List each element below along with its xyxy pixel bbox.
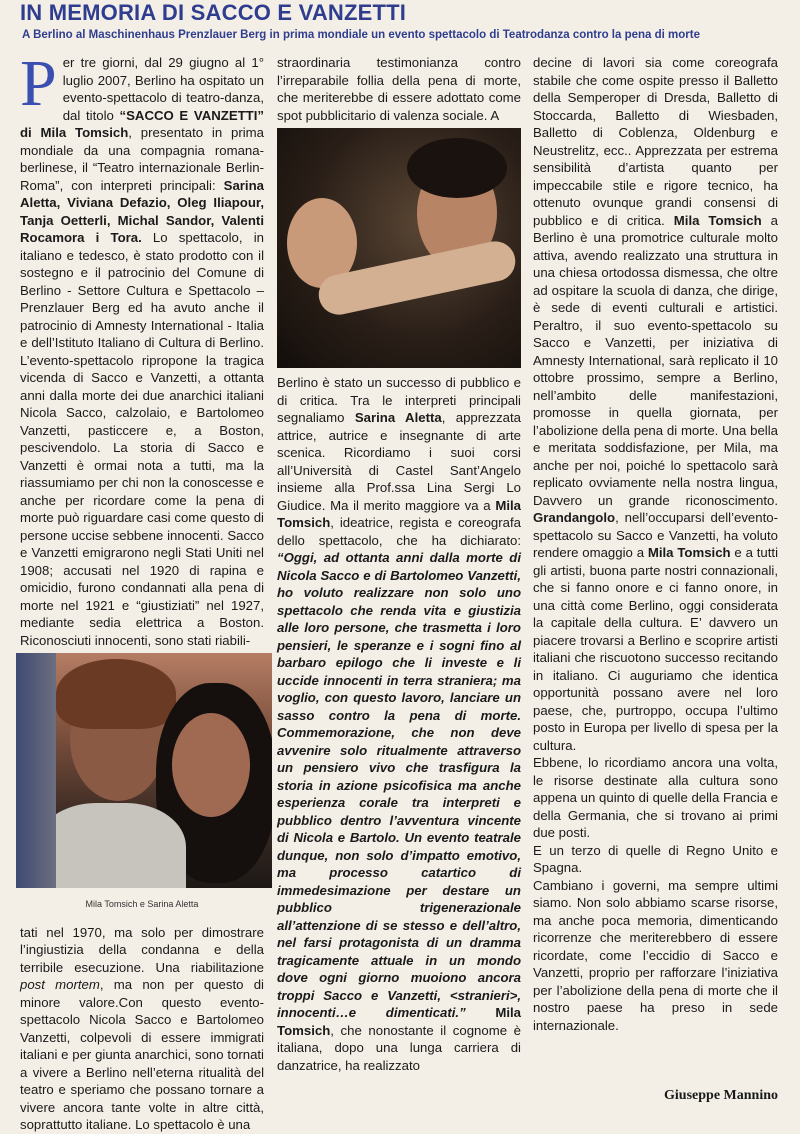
author-signature: Giuseppe Mannino [664,1088,778,1103]
name-highlight: Mila Tomsich [277,1005,522,1038]
text-run: , presentato in prima mondiale da una compagnia romana-berlinese, il “Teatro internazionale Berlin-Roma”, con interpreti principali: [20,125,264,193]
photo-dancers [277,128,521,368]
text-run: e a tutti gli artisti, buona parte nostri connazionali, che si fanno onore e ci fanno onore, in una città come Berlino, oggi considerata la capitale della cultura. E’ davvero un piacere trovarsi a Berlino e scoprire artisti italiani che riscuotono successo recitando in italiano. Ci auguriamo che identica opportunità possano avere nel loro paese, che, purtroppo, occupa l’ultimo posto in Europa per livello di spesa per la cultura. [533,545,778,753]
name-highlight: Mila Tomsich [673,212,762,228]
paragraph [20,924,264,1134]
hair-shape [407,138,507,198]
background-shape [16,653,56,888]
paragraph [20,47,264,649]
text-run: , che nonostante il cognome è italiana, dopo una lunga carriera di danzatrice, ha realizzato [277,1022,521,1073]
hair-shape [56,659,176,729]
column-1 [20,47,264,1134]
face-shape [172,713,250,817]
paragraph: Cambiano i governi, ma sempre ultimi siamo. Non solo abbiamo scarse risorse, ma anche poca memoria, dimenticando ricorrenze che meriterebbero di essere ricordate, come l’eccidio di Sacco e Vanzetti, proprio per rafforzare l’iniziativa per l’abolizione della pena di morte che il nostro paese ha preso in sede internazionale. [533,877,778,1033]
name-highlight: Mila Tomsich [647,545,731,560]
drop-cap: P [20,47,57,120]
text-run: , apprezzata attrice, autrice e insegnante di arte scenica. Ricordiamo i suoi corsi all’Università di Castel Sant’Angelo insieme alla Prof.ssa Lina Sergi Lo Giudice. Ma il merito maggiore va a [277,410,522,513]
cast-names: Sarina Aletta, Viviana Defazio, Oleg Iliapour, Tanja Oetterli, Michal Sandor, Valenti Rocamora i Tora. [20,177,264,245]
quote: “Oggi, ad ottanta anni dalla morte di Nicola Sacco e di Bartolomeo Vanzetti, ho voluto realizzare non solo uno spettacolo che renda vita e giustizia alle loro persone, che trasmetta i loro pensieri, le speranze e i sogni fino al barbaro epilogo che li investe e li uccide innocenti in terra straniera; ma voglio, con questo lavoro, lanciare un sasso contro la pena di morte. Commemorazione, che non deve avvenire solo ritualmente attraverso un pensiero vivo che trasfigura la storia in azione psicofisica ma anche esperienza corale tra interpreti e pubblico dentro l’avventura vincente di Nicola e Bartolo. Un evento teatrale dunque, non solo d’impatto emotivo, ma processo catartico di immedesimazione per destare un pubblico trigenerazionale all’attenzione di se stesso e dell’altro, nel farsi protagonista di un dramma tragicamente attuale in un mondo dove ogni giorno muoiono ancora troppi Sacco e Vanzetti, <stranieri>, innocenti…e dimenticati.” [277,550,521,1020]
text-run: post mortem [20,977,100,992]
text-run: a Berlino è una promotrice culturale molto attiva, avendo realizzato una struttura in una chiesa ortodossa dismessa, che oltre ad ospitare la scuola di danza, che dirige, è sede di eventi culturali e artistici. Peraltro, il suo evento-spettacolo su Sacco e Vanzetti, per iniziativa di Amnesty International, sarà replicato il 10 ottobre prossimo, sempre a Berlino, nell’ambito delle manifestazioni, promosse in quella giornata, per l’abolizione della pena di morte. Una bella e meritata soddisfazione, per Mila, ma anche per noi, poiché lo spettacolo sarà replicato ovviamente nella nostra lingua, Davvero un grande riconoscimento. [533,212,779,508]
show-title: “SACCO E VANZETTI” di Mila Tomsich [20,107,264,140]
text-run: decine di lavori sia come coreografa stabile che come ospite presso il Balletto della Semperoper di Dresda, Balletto di Stoccarda, Balletto di Wiesbaden, Balletto di Coblenza, Oldenburg e Neustrelitz, ecc.. Apprezzata per estrema sensibilità d’artista quanto per impeccabile stile e rigore tecnico, ha ottenuto ovunque grandi consensi di pubblico e di critica. [533,55,778,228]
column-2 [277,54,521,1074]
paragraph: Ebbene, lo ricordiamo ancora una volta, le risorse destinate alla cultura sono appena un quinto di quelle della Francia e della Germania, che si trovano ai primi due posti. [533,755,778,840]
article-title: IN MEMORIA DI SACCO E VANZETTI [20,0,407,25]
text-run: , ideatrice, regista e coreografa dello spettacolo, che ha dichiarato: [277,515,521,548]
text-run: er tre giorni, dal 29 giugno al 1° luglio 2007, Berlino ha ospitato un evento-spettacolo di teatro-danza, dal titolo [62,55,264,123]
name-highlight: Sarina Aletta [354,410,442,425]
article-subtitle: A Berlino al Maschinenhaus Prenzlauer Berg in prima mondiale un evento spettacolo di Teatrodanza contro la pena di morte [22,29,700,41]
paragraph: E un terzo di quelle di Regno Unito e Spagna. [533,842,778,875]
paragraph [533,54,778,754]
text-run: , nell’occuparsi dell’evento-spettacolo su Sacco e Vanzetti, ha voluto rendere omaggio a [533,510,778,560]
text-run: , ma non per questo di minore valore.Con questo evento-spettacolo Nicola Sacco e Bartolomeo Vanzetti, colpevoli di essere immigrati italiani e per giunta anarchici, sono tornati a vivere a Berlino nell’eterna ritualità del teatro e speriamo che possano tornare a vivere ancora tante volte in altre città, soprattutto italiane. Lo spettacolo è una [20,977,264,1132]
name-highlight: Mila Tomsich [277,497,521,530]
paragraph [277,374,521,1074]
paragraph: straordinaria testimonianza contro l’irreparabile follia della pena di morte, che meriterebbe di essere adottato come spot pubblicitario di valenza sociale. A [277,55,521,123]
photo-mila-sarina [16,653,272,888]
text-run: Lo spettacolo, in italiano e tedesco, è stato prodotto con il sostegno e il patrocinio del Comune di Berlino - Settore Cultura e Spettacolo – Prenzlauer Berg ed ha avuto anche il patrocinio di Amnesty International - Italia e dell’Istituto Italiano di Cultura di Berlino. L’evento-spettacolo ripropone la tragica vicenda di Sacco e Vanzetti, a ottanta anni dalla morte dei due anarchici italiani Nicola Sacco, calzolaio, e Bartolomeo Vanzetti, pasticcere e, a Boston, pescivendolo. La storia di Sacco e Vanzetti è ormai nota a tutti, ma la riassumiamo per chi non la conoscesse e anche per ricordare come la pena di morte può riguardare casi come questo di persone uccise sebbene innocenti. Sacco e Vanzetti emigrarono negli Stati Uniti nel 1908; accusati nel 1920 di rapina e omicidio, furono condannati alla pena di morte nel 1921 e “giustiziati” nel 1927, mediante sedia elettrica a Boston. Riconosciuti innocenti, sono stati riabili- [20,230,264,648]
shirt-shape [36,803,186,888]
column-3 [533,54,778,1034]
magazine-name: Grandangolo [533,510,616,525]
text-run: Berlino è stato un successo di pubblico e di critica. Tra le interpreti principali segnaliamo [277,375,521,425]
text-run: tati nel 1970, ma solo per dimostrare l’ingiustizia della condanna e della terribile esecuzione. Una riabilitazione [20,924,264,975]
photo-caption: Mila Tomsich e Sarina Aletta [20,894,264,916]
